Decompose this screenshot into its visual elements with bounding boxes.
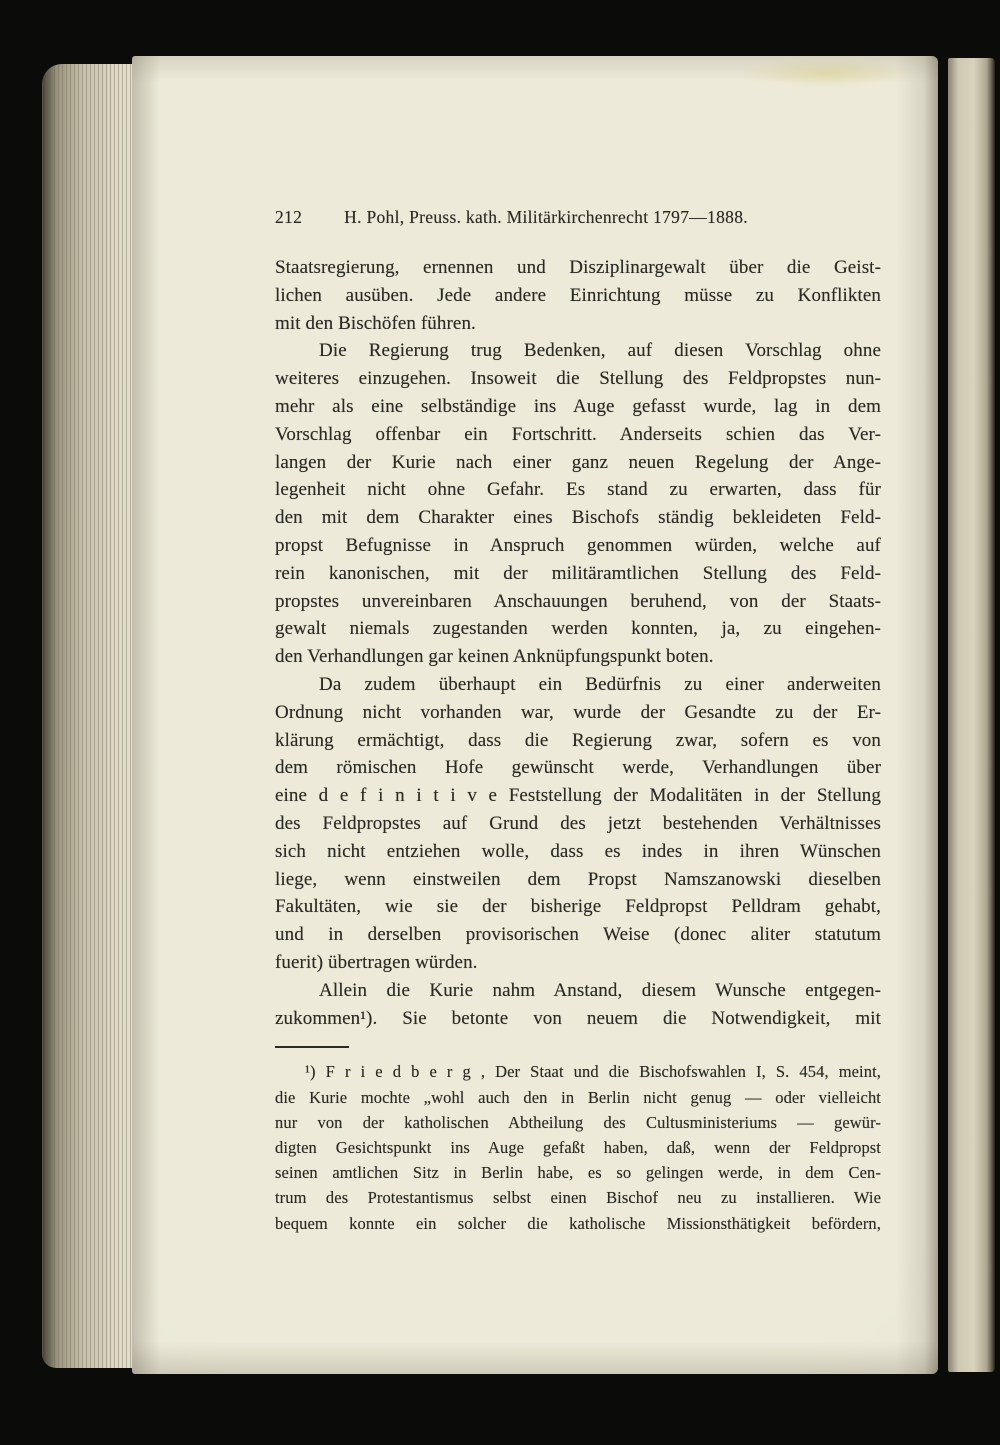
text-line: propst Befugnisse in Anspruch genommen würden, welche auf: [275, 534, 881, 556]
footnote-rule: [275, 1046, 349, 1048]
page-text-block: [275, 206, 881, 1236]
text-line: Da zudem überhaupt ein Bedürfnis zu einer anderweiten: [319, 673, 881, 695]
footnote-line: trum des Protestantismus selbst einen Bischof neu zu installieren. Wie: [275, 1188, 881, 1208]
adjacent-page-edge: [948, 58, 995, 1372]
footnote-line: seinen amtlichen Sitz in Berlin habe, es so gelingen werde, in dem Cen-: [275, 1163, 881, 1183]
text-line: eine d e f i n i t i v e Feststellung der Modalitäten in der Stellung: [275, 785, 881, 807]
paragraph: [275, 337, 881, 671]
text-line: Die Regierung trug Bedenken, auf diesen Vorschlag ohne: [319, 340, 881, 362]
text-line: rein kanonischen, mit der militäramtlichen Stellung des Feld-: [275, 562, 881, 584]
footnote-line: ¹) F r i e d b e r g , Der Staat und die Bischofswahlen I, S. 454, meint,: [305, 1062, 881, 1082]
text-line: zukommen¹). Sie betonte von neuem die Notwendigkeit, mit: [275, 1007, 881, 1029]
paragraph: [275, 671, 881, 977]
text-line: Fakultäten, wie sie der bisherige Feldpropst Pelldram gehabt,: [275, 896, 881, 918]
text-line: dem römischen Hofe gewünscht werde, Verhandlungen über: [275, 757, 881, 779]
running-title: H. Pohl, Preuss. kath. Militärkirchenrecht 1797—1888.: [344, 207, 748, 227]
text-line: Ordnung nicht vorhanden war, wurde der Gesandte zu der Er-: [275, 701, 881, 723]
text-line: fuerit) übertragen würden.: [275, 951, 478, 973]
page-number: 212: [275, 207, 303, 227]
book-page: [132, 56, 938, 1374]
paragraph: [275, 254, 881, 337]
paragraph: [275, 977, 881, 1033]
footnote-text: [275, 1059, 881, 1235]
footnote-line: digten Gesichtspunkt ins Auge gefaßt haben, daß, wenn der Feldpropst: [275, 1137, 881, 1157]
page-header: [275, 206, 881, 228]
footnote-line: nur von der katholischen Abtheilung des Cultusministeriums — gewür-: [275, 1112, 881, 1132]
text-line: klärung ermächtigt, dass die Regierung zwar, sofern es von: [275, 729, 881, 751]
text-line: lichen ausüben. Jede andere Einrichtung müsse zu Konflikten: [275, 284, 881, 306]
text-line: den Verhandlungen gar keinen Anknüpfungspunkt boten.: [275, 646, 714, 668]
text-line: des Feldpropstes auf Grund des jetzt bestehenden Verhältnisses: [275, 812, 881, 834]
text-line: legenheit nicht ohne Gefahr. Es stand zu erwarten, dass für: [275, 479, 881, 501]
text-line: mit den Bischöfen führen.: [275, 312, 476, 334]
footnote-line: bequem konnte ein solcher die katholische Missionsthätigkeit befördern,: [275, 1213, 881, 1233]
text-line: mehr als eine selbständige ins Auge gefasst wurde, lag in dem: [275, 395, 881, 417]
text-line: weiteres einzugehen. Insoweit die Stellung des Feldpropstes nun-: [275, 368, 881, 390]
text-line: Staatsregierung, ernennen und Disziplinargewalt über die Geist-: [275, 257, 881, 278]
text-line: Allein die Kurie nahm Anstand, diesem Wunsche entgegen-: [319, 979, 881, 1001]
text-line: gewalt niemals zugestanden werden konnten, ja, zu eingehen-: [275, 618, 881, 640]
text-line: sich nicht entziehen wolle, dass es indes in ihren Wünschen: [275, 840, 881, 862]
text-line: Vorschlag offenbar ein Fortschritt. Anderseits schien das Ver-: [275, 423, 881, 445]
footnote-line: die Kurie mochte „wohl auch den in Berlin nicht genug — oder vielleicht: [275, 1087, 881, 1107]
text-line: und in derselben provisorischen Weise (donec aliter statutum: [275, 924, 881, 946]
text-line: den mit dem Charakter eines Bischofs ständig bekleideten Feld-: [275, 507, 881, 529]
page-stack-edge: [42, 64, 136, 1368]
text-line: liege, wenn einstweilen dem Propst Namszanowski dieselben: [275, 868, 881, 890]
text-line: langen der Kurie nach einer ganz neuen Regelung der Ange-: [275, 451, 881, 473]
body-text: [275, 254, 881, 1032]
text-line: propstes unvereinbaren Anschauungen beruhend, von der Staats-: [275, 590, 881, 612]
